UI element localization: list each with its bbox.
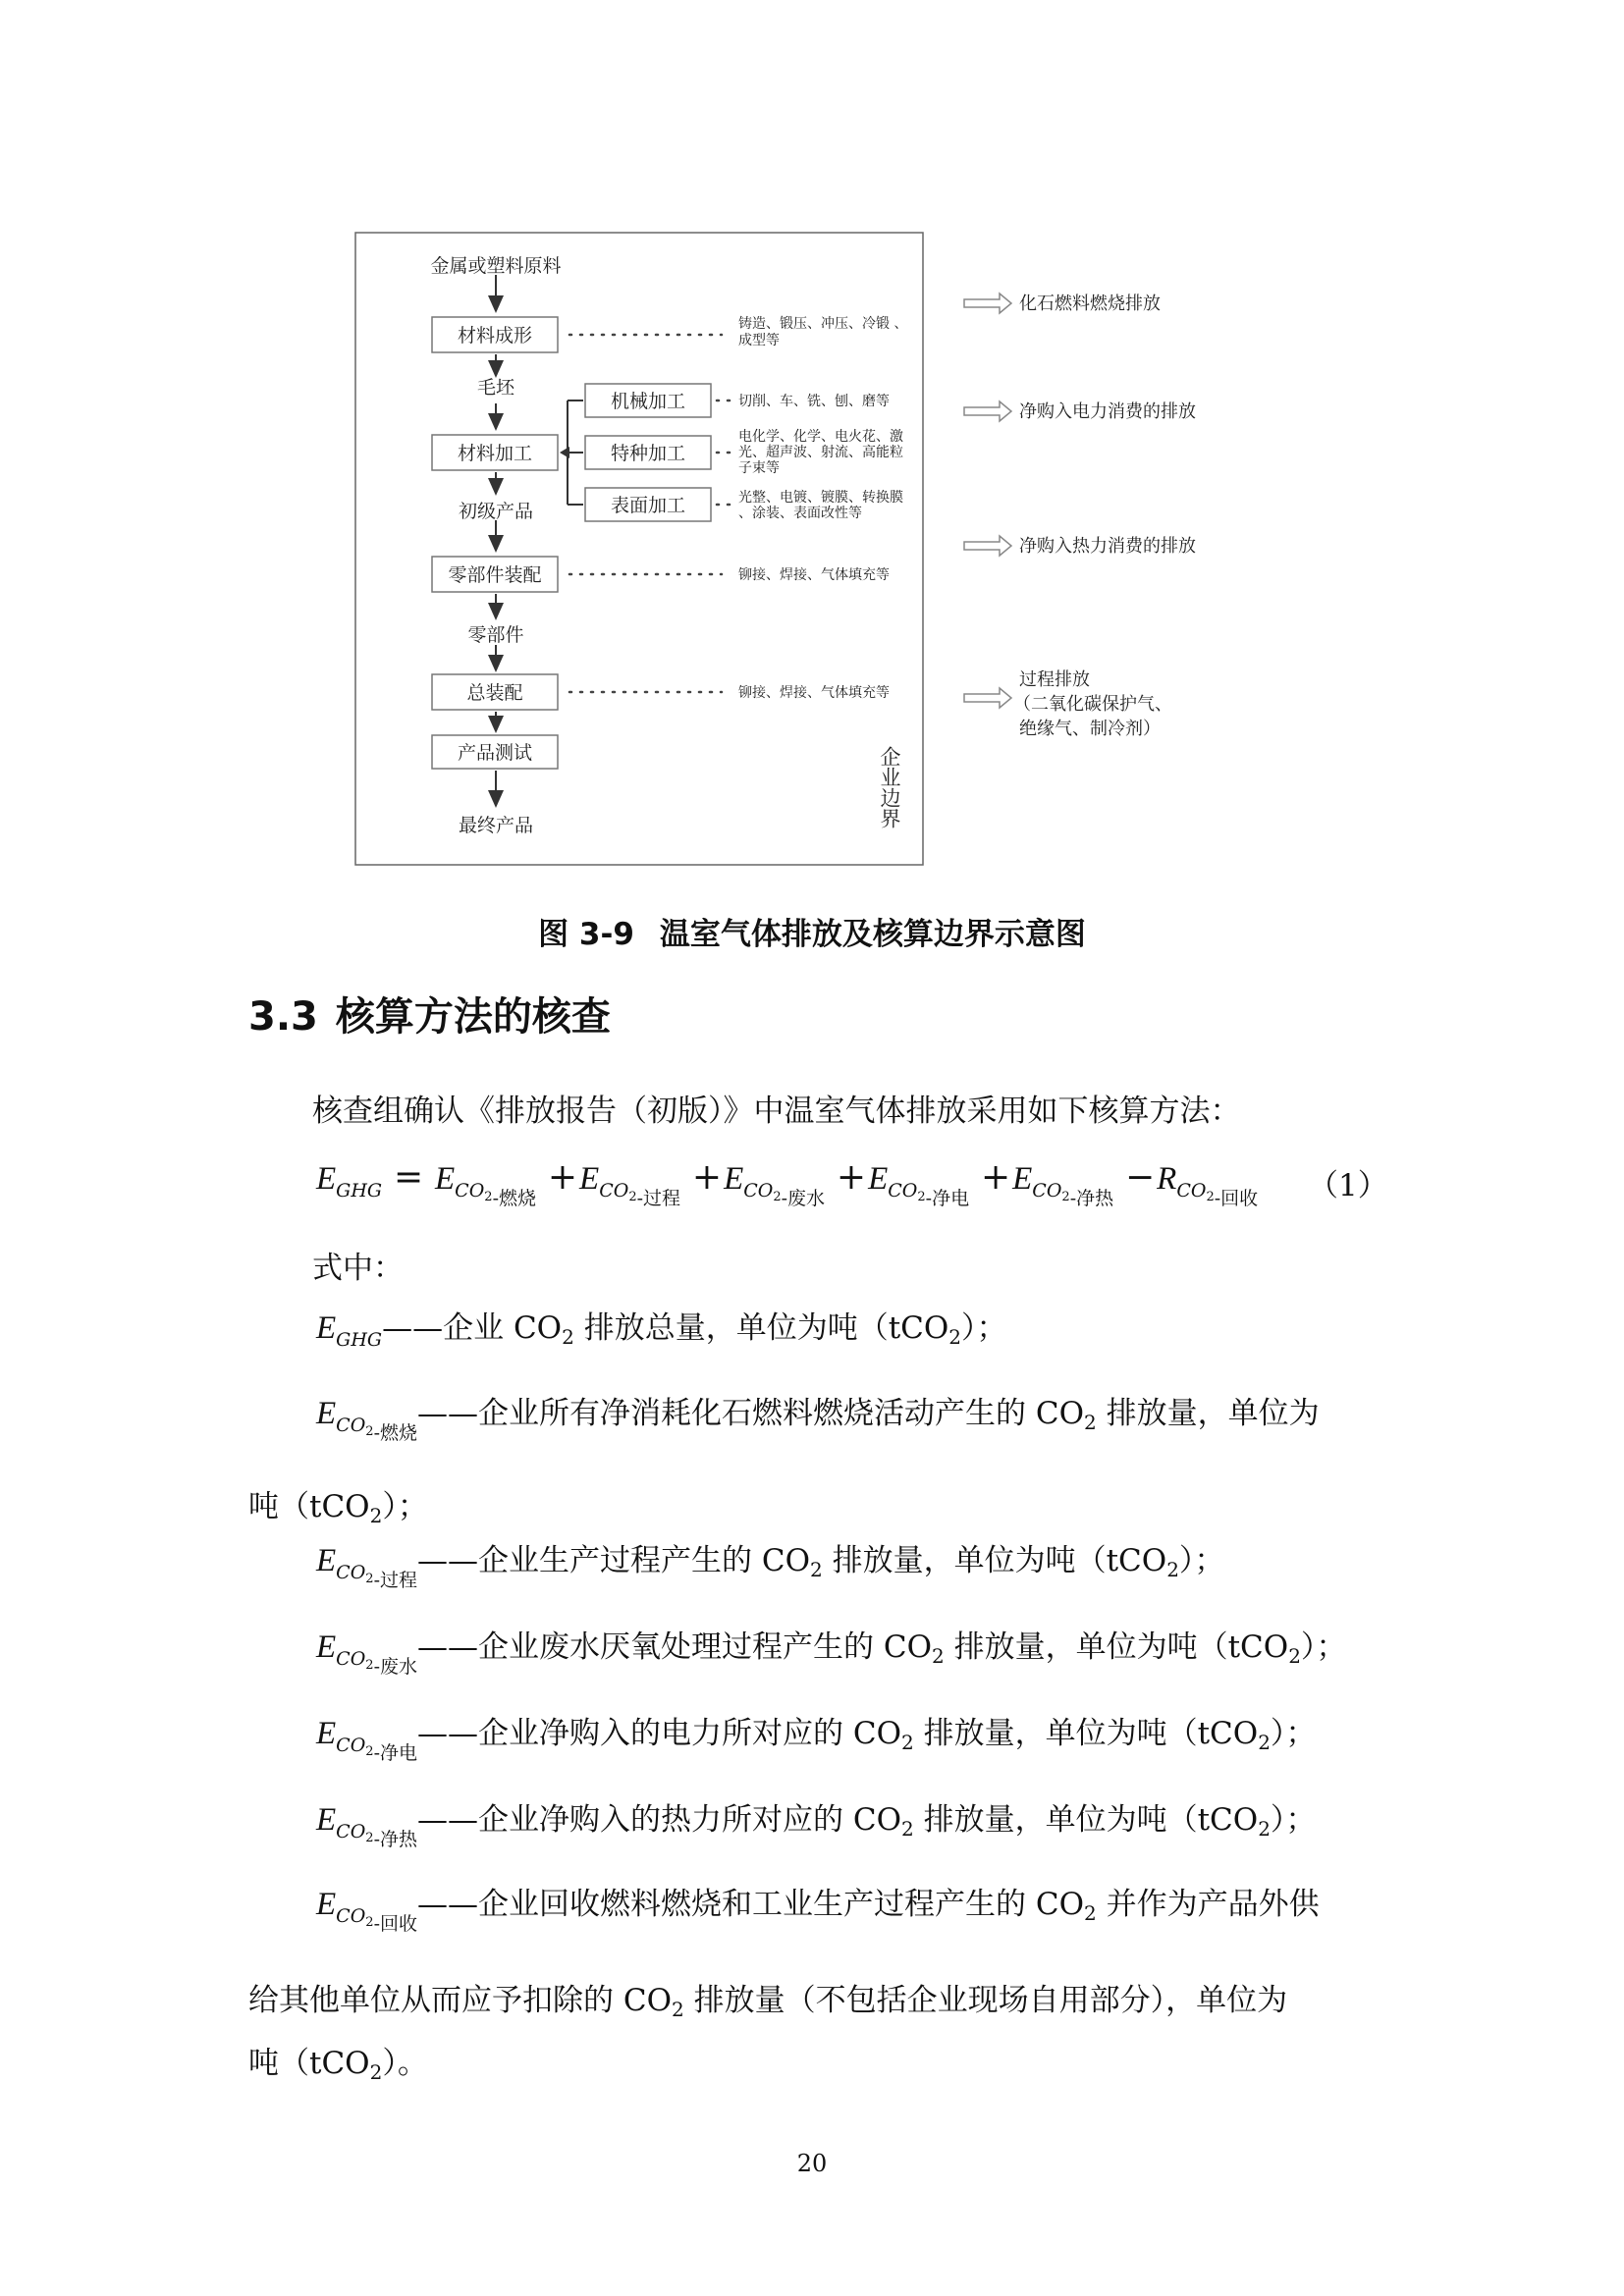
def-text: 排放量，单位为吨（tCO: [913, 1802, 1259, 1838]
eq-co2: CO: [888, 1180, 918, 1201]
eq-co2: CO: [599, 1180, 629, 1201]
def-text: 2: [1084, 1411, 1097, 1434]
eq-two: 2: [628, 1190, 637, 1204]
def-dash: ——: [417, 1716, 478, 1751]
def-text: ）；: [1270, 1802, 1317, 1838]
def-two: 2: [365, 1915, 374, 1930]
def-co2: CO: [336, 1905, 366, 1927]
def-two: 2: [365, 1744, 374, 1759]
def-heat: [316, 1800, 1316, 1859]
figure-caption: [0, 909, 1624, 953]
node-final-product: 最终产品: [458, 815, 534, 836]
def-co2: CO: [336, 1821, 366, 1842]
def-combustion-cont: [248, 1487, 428, 1535]
equation-number: （1）: [1308, 1168, 1388, 1203]
eq-two: 2: [917, 1190, 926, 1204]
def-text: 2: [1258, 1817, 1271, 1841]
def-combustion: [316, 1394, 1320, 1453]
def-recovery-cont: [248, 1981, 1287, 2029]
def-text: ）。: [382, 2046, 428, 2081]
eq-plus: +: [980, 1157, 1011, 1198]
emission-electricity: 净购入电力消费的排放: [1019, 401, 1196, 422]
section-heading: [248, 986, 611, 1041]
def-sub: -废水: [373, 1656, 417, 1678]
eq-term-process: -过程: [636, 1188, 681, 1209]
def-dash: ——: [417, 1887, 478, 1922]
node-raw-material: 金属或塑料原料: [430, 255, 562, 277]
eq-recovery-symbol: R: [1157, 1161, 1177, 1197]
def-co2: CO: [336, 1735, 366, 1756]
def-symbol: E: [316, 1396, 337, 1431]
node-special: 特种加工: [610, 443, 686, 464]
eq-equals: =: [393, 1157, 424, 1198]
def-symbol: E: [316, 1802, 337, 1838]
def-text: 排放量，单位为吨（tCO: [822, 1543, 1167, 1578]
eq-two: 2: [1206, 1190, 1215, 1204]
node-processing: 材料加工: [457, 443, 533, 464]
eq-term-symbol: E: [1012, 1161, 1033, 1197]
node-forming: 材料成形: [457, 325, 533, 347]
def-text: 排放总量，单位为吨（tCO: [573, 1310, 949, 1346]
def-text: 2: [1288, 1644, 1301, 1668]
eq-plus: +: [691, 1157, 723, 1198]
eq-co2: CO: [1176, 1180, 1207, 1201]
def-text: 吨（tCO: [248, 1489, 370, 1524]
def-co2: CO: [336, 1562, 366, 1583]
def-text: 排放量（不包括企业现场自用部分），单位为: [683, 1983, 1288, 2018]
def-text: 2: [932, 1644, 945, 1668]
def-text: 企业废水厌氧处理过程产生的 CO: [478, 1629, 932, 1665]
def-text: 企业回收燃料燃烧和工业生产过程产生的 CO: [478, 1887, 1084, 1922]
eq-term-symbol: E: [579, 1161, 600, 1197]
def-text: 排放量，单位为吨（tCO: [944, 1629, 1289, 1665]
eq-term-electricity: -净电: [925, 1188, 970, 1209]
eq-term-heat: -净热: [1069, 1188, 1114, 1209]
def-symbol: E: [316, 1716, 337, 1751]
eq-plus: +: [547, 1157, 578, 1198]
def-text: 2: [1258, 1731, 1271, 1754]
def-sub: -燃烧: [373, 1422, 417, 1444]
def-text: 2: [672, 1998, 684, 2021]
eq-term-recovery: -回收: [1214, 1188, 1259, 1209]
eq-term-symbol: E: [868, 1161, 889, 1197]
def-dash: ——: [417, 1802, 478, 1838]
eq-term-combustion: -燃烧: [492, 1188, 536, 1209]
def-ghg: [316, 1308, 1007, 1360]
def-symbol: E: [316, 1543, 337, 1578]
def-electricity: [316, 1714, 1316, 1773]
def-recovery: [316, 1885, 1320, 1944]
node-machining: 机械加工: [610, 391, 686, 412]
def-text: 2: [901, 1731, 914, 1754]
def-dash: ——: [382, 1310, 444, 1346]
def-sub: -净电: [373, 1742, 417, 1764]
node-parts-assembly: 零部件装配: [448, 564, 542, 586]
def-text: 2: [1166, 1558, 1179, 1581]
def-two: 2: [365, 1572, 374, 1586]
def-text: 并作为产品外供: [1096, 1887, 1320, 1922]
caption-number: 图 3-9: [538, 917, 634, 952]
def-two: 2: [365, 1658, 374, 1673]
where-label: 式中：: [312, 1251, 404, 1286]
def-text: 排放量，单位为: [1096, 1396, 1320, 1431]
eq-co2: CO: [455, 1180, 485, 1201]
node-parts: 零部件: [467, 624, 524, 646]
def-dash: ——: [417, 1543, 478, 1578]
def-text: 企业净购入的热力所对应的 CO: [478, 1802, 901, 1838]
def-text: 2: [901, 1817, 914, 1841]
def-text: ）；: [1178, 1543, 1225, 1578]
def-text: 2: [562, 1325, 574, 1349]
note-forming: 铸造、锻压、冲压、冷锻 、 成型等: [738, 316, 908, 348]
def-recovery-cont2: [248, 2044, 428, 2092]
eq-lhs-symbol: E: [316, 1161, 337, 1197]
branch-arrowhead: [560, 447, 569, 458]
def-text: 给其他单位从而应予扣除的 CO: [248, 1983, 672, 2018]
def-text: ）；: [1300, 1629, 1347, 1665]
emission-process: 过程排放 （二氧化碳保护气、 绝缘气、制冷剂）: [1013, 669, 1172, 739]
page-number: 20: [796, 2150, 828, 2177]
def-sub: -回收: [373, 1913, 417, 1935]
def-dash: ——: [417, 1396, 478, 1431]
def-text: ）；: [1270, 1716, 1317, 1751]
node-surface: 表面加工: [610, 495, 686, 516]
eq-term-wastewater: -废水: [781, 1188, 826, 1209]
def-text: 排放量，单位为吨（tCO: [913, 1716, 1259, 1751]
def-sub: -净热: [373, 1829, 417, 1850]
def-text: 2: [369, 1504, 383, 1527]
node-final-assembly: 总装配: [466, 682, 523, 704]
emission-arrows: [964, 294, 1011, 708]
def-text: 吨（tCO: [248, 2046, 370, 2081]
def-symbol: E: [316, 1887, 337, 1922]
def-co2: CO: [336, 1415, 366, 1436]
caption-title: 温室气体排放及核算边界示意图: [659, 917, 1086, 952]
eq-term-symbol: E: [724, 1161, 744, 1197]
def-text: 企业生产过程产生的 CO: [478, 1543, 810, 1578]
def-dash: ——: [417, 1629, 478, 1665]
def-process: [316, 1541, 1224, 1600]
def-symbol: E: [316, 1629, 337, 1665]
def-text: 企业 CO: [443, 1310, 563, 1346]
eq-minus: −: [1124, 1157, 1156, 1198]
eq-two: 2: [484, 1190, 493, 1204]
eq-lhs-sub: GHG: [336, 1180, 383, 1201]
def-co2: CO: [336, 1648, 366, 1670]
note-final-assembly: 铆接、焊接、气体填充等: [738, 685, 890, 701]
def-text: 2: [810, 1558, 823, 1581]
def-text: 企业所有净消耗化石燃料燃烧活动产生的 CO: [478, 1396, 1084, 1431]
eq-term-symbol: E: [435, 1161, 456, 1197]
node-primary-product: 初级产品: [458, 501, 534, 522]
note-surface: 光整、电镀、镀膜、转换膜 、涂装、表面改性等: [738, 490, 903, 521]
eq-plus: +: [836, 1157, 867, 1198]
def-text: 2: [1084, 1901, 1097, 1925]
eq-co2: CO: [1032, 1180, 1062, 1201]
node-blank: 毛坯: [476, 377, 515, 399]
def-text: ）；: [961, 1310, 1007, 1346]
note-assembly: 铆接、焊接、气体填充等: [738, 567, 890, 583]
section-title: 核算方法的核查: [335, 994, 611, 1040]
def-text: 2: [948, 1325, 962, 1349]
node-product-test: 产品测试: [457, 742, 533, 764]
def-two: 2: [365, 1831, 374, 1845]
def-sub: -过程: [373, 1570, 417, 1591]
def-two: 2: [365, 1424, 374, 1439]
boundary-label: 企业边界: [878, 746, 901, 828]
eq-two: 2: [773, 1190, 782, 1204]
emission-heat: 净购入热力消费的排放: [1019, 536, 1196, 557]
eq-co2: CO: [743, 1180, 774, 1201]
section-number: 3.3: [248, 994, 318, 1040]
def-text: ）；: [382, 1489, 428, 1524]
def-sub: GHG: [336, 1329, 383, 1351]
def-symbol: E: [316, 1310, 337, 1346]
emission-boundary-diagram: [344, 221, 1326, 888]
intro-paragraph: 核查组确认《排放报告（初版）》中温室气体排放采用如下核算方法：: [312, 1094, 1241, 1129]
eq-two: 2: [1061, 1190, 1070, 1204]
def-text: 2: [369, 2060, 383, 2084]
note-special: 电化学、化学、电火花、激 光、超声波、射流、高能粒 子束等: [738, 429, 903, 476]
def-text: 企业净购入的电力所对应的 CO: [478, 1716, 901, 1751]
note-machining: 切削、车、铣、刨、磨等: [738, 394, 890, 409]
equation: [316, 1158, 1258, 1218]
emission-fossil-fuel: 化石燃料燃烧排放: [1019, 294, 1161, 314]
def-wastewater: [316, 1628, 1346, 1686]
